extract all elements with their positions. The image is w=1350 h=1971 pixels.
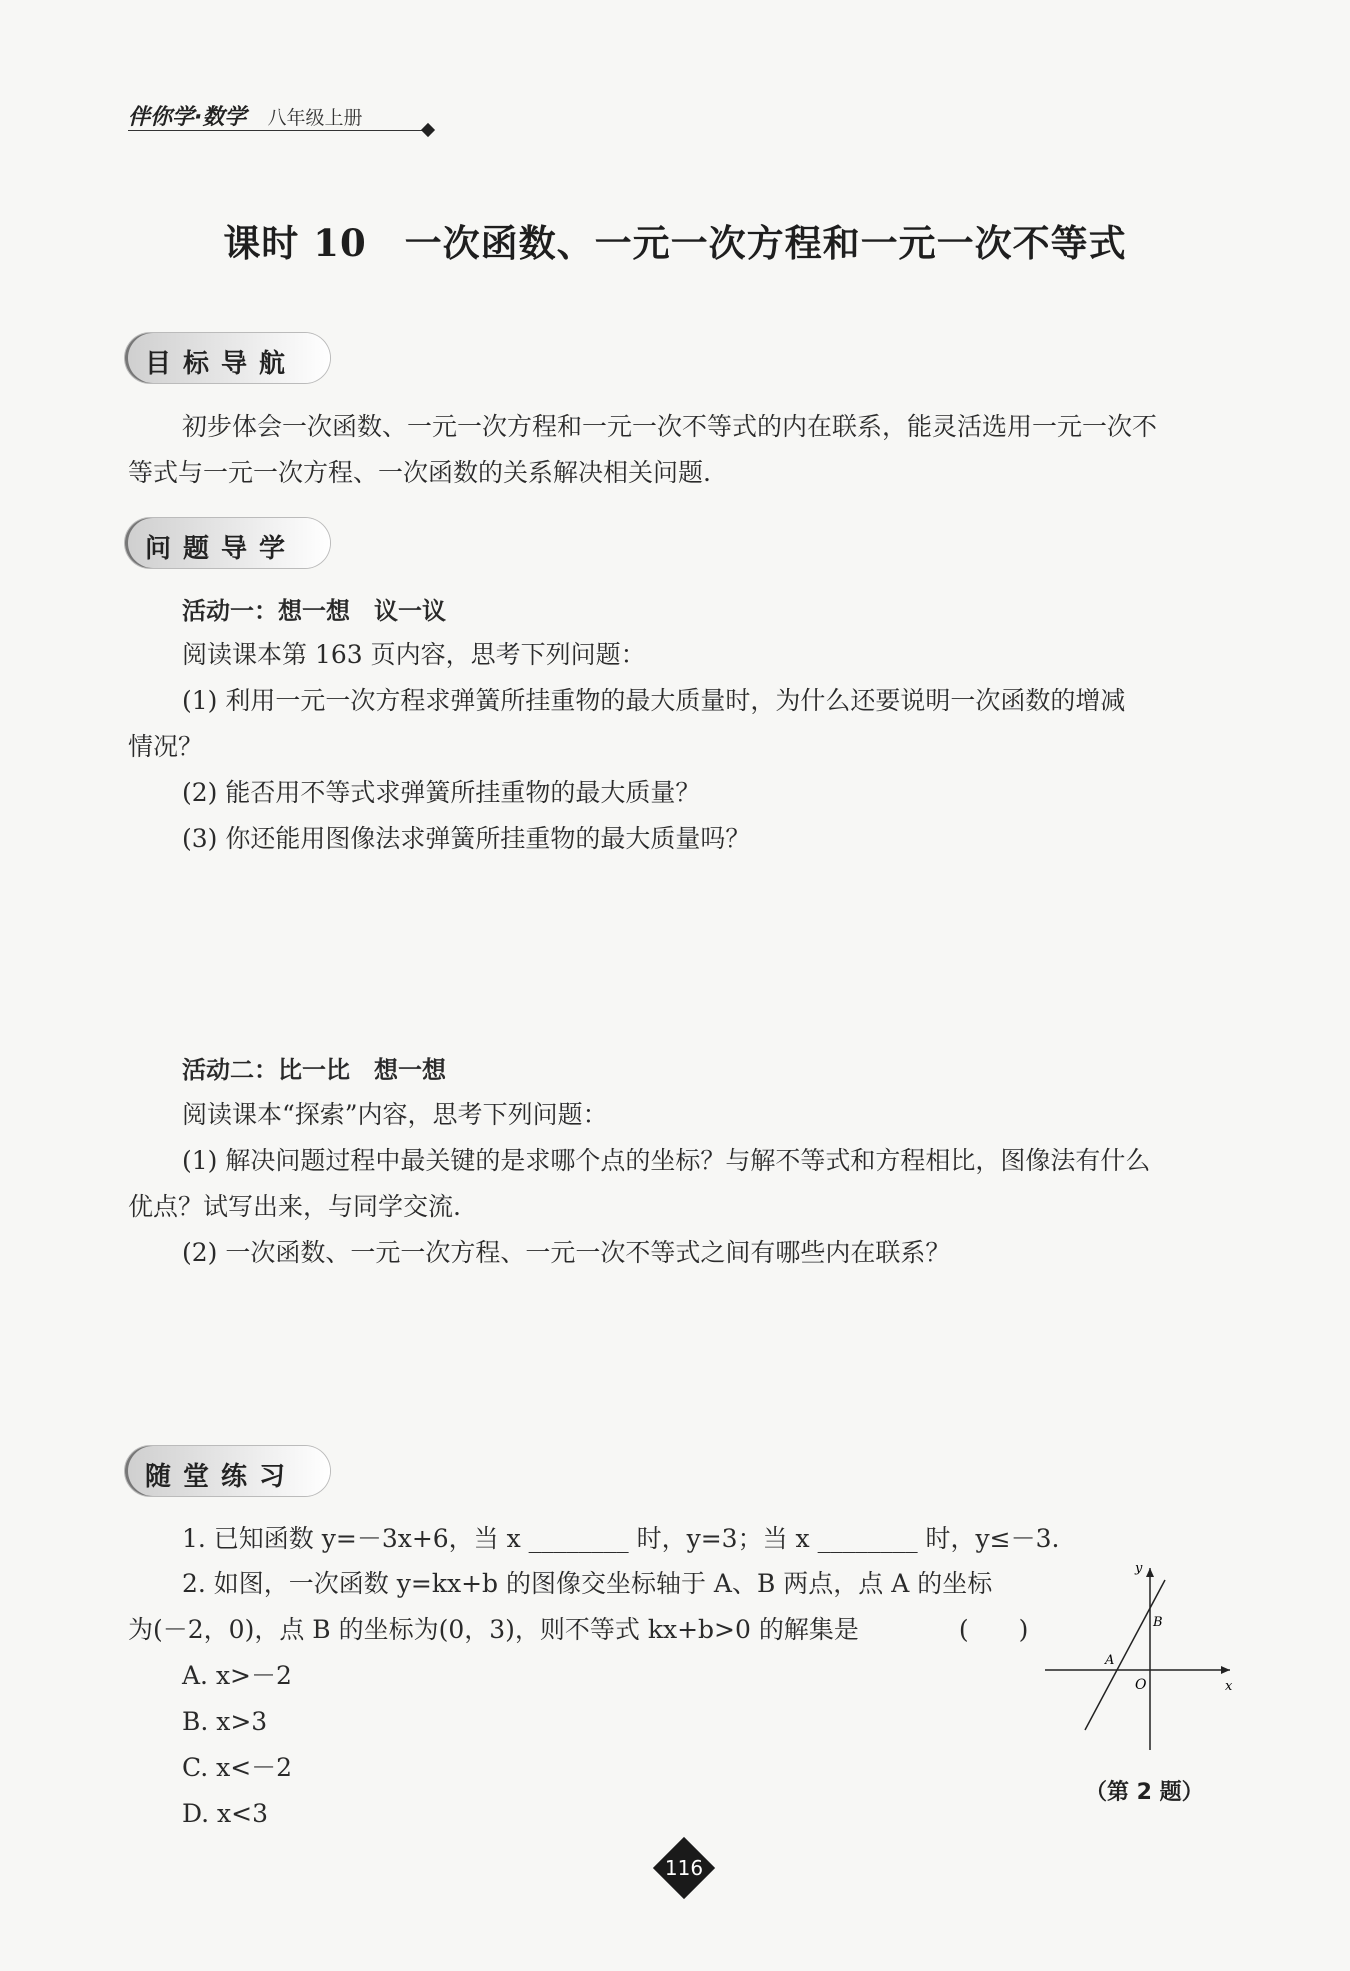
activity2-q2: (2) 一次函数、一元一次方程、一元一次不等式之间有哪些内在联系？ [182,1238,951,1267]
option-c: C. x<－2 [182,1753,293,1782]
activity1-q2: (2) 能否用不等式求弹簧所挂重物的最大质量？ [182,778,701,807]
option-d: D. x<3 [182,1799,268,1828]
lesson-title: 课时 10 一次函数、一元一次方程和一元一次不等式 [223,221,1127,265]
goal-text-line-2: 等式与一元一次方程、一次函数的关系解决相关问题. [128,458,711,487]
exercise-2-line1: 2. 如图，一次函数 y=kx+b 的图像交坐标轴于 A、B 两点，点 A 的坐标 [182,1569,993,1598]
header-diamond-icon [421,123,435,137]
section-tag-practice-label: 随堂练习 [145,1462,298,1492]
header-brand: 伴你学·数学 [128,105,247,130]
point-a-label: A [1105,1653,1115,1668]
origin-label: O [1135,1677,1147,1693]
y-axis-label: y [1135,1561,1143,1576]
activity1-heading: 活动一：想一想 议一议 [182,597,446,625]
x-axis-label: x [1225,1679,1233,1694]
activity1-q3: (3) 你还能用图像法求弹簧所挂重物的最大质量吗？ [182,824,751,853]
page-number-badge [662,1846,706,1890]
coordinate-figure [1035,1560,1235,1760]
page-header [128,100,436,136]
x-axis-arrow-icon [1221,1666,1230,1674]
goal-text-line-1: 初步体会一次函数、一元一次方程和一元一次不等式的内在联系，能灵活选用一元一次不 [182,412,1158,441]
activity2-intro: 阅读课本“探索”内容，思考下列问题： [182,1100,608,1129]
point-b-label: B [1153,1615,1163,1630]
activity2-heading: 活动二：比一比 想一想 [182,1056,446,1084]
exercise-1: 1. 已知函数 y=－3x+6，当 x ________ 时，y=3；当 x ________ 时，y≤－3. [182,1524,1060,1553]
activity2-q1-line2: 优点？试写出来，与同学交流. [128,1192,461,1221]
y-axis-arrow-icon [1146,1568,1154,1577]
figure-caption: （第 2 题） [1085,1780,1204,1805]
section-tag-guide-label: 问题导学 [145,534,298,564]
activity1-q1-line2: 情况？ [128,732,204,761]
section-tag-goal-label: 目标导航 [145,349,298,379]
section-tag-practice [125,1446,330,1496]
activity1-intro: 阅读课本第 163 页内容，思考下列问题： [182,640,646,669]
activity2-q1-line1: (1) 解决问题过程中最关键的是求哪个点的坐标？与解不等式和方程相比，图像法有什么 [182,1146,1151,1175]
function-line [1085,1580,1165,1730]
header-rule [128,130,428,131]
activity1-q1-line1: (1) 利用一元一次方程求弹簧所挂重物的最大质量时，为什么还要说明一次函数的增减 [182,686,1126,715]
section-tag-guide [125,518,330,568]
option-a: A. x>－2 [182,1661,292,1690]
exercise-2-line2: 为(－2，0)，点 B 的坐标为(0，3)，则不等式 kx+b>0 的解集是 ( ) [128,1615,1029,1644]
header-grade: 八年级上册 [267,107,363,129]
page-number: 116 [664,1856,704,1880]
section-tag-goal [125,333,330,383]
option-b: B. x>3 [182,1707,268,1736]
